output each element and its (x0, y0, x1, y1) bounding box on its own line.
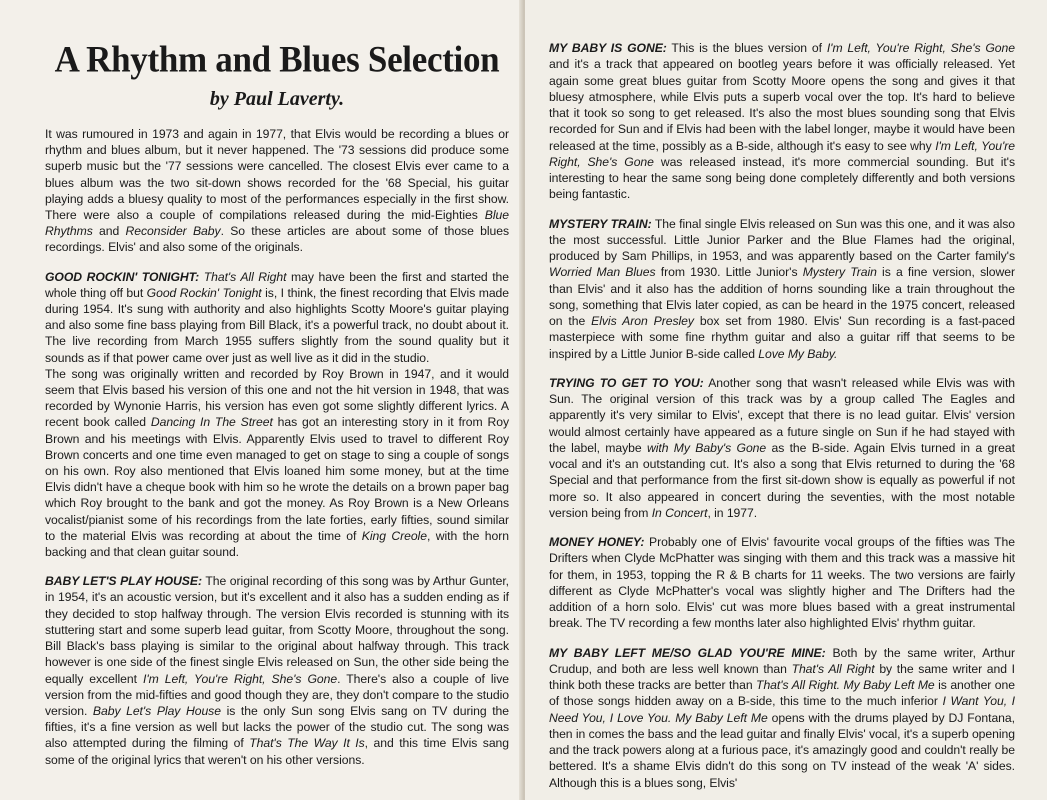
article-paragraph (549, 534, 1015, 632)
italic-title: King Creole (361, 528, 427, 543)
body-text: The song was originally written and recorded by Roy Brown in 1947, and it would seem that Elvis based his version of this one and not the hit version in 1948, that was recorded by Wynonie Harris, his version has even got some slightly different lyrics. A recent book called (45, 366, 509, 430)
italic-title: with My Baby's Gone (646, 440, 767, 455)
section-heading: MY BABY LEFT ME/SO GLAD YOU'RE MINE: (549, 645, 826, 660)
body-text: , in 1977. (707, 505, 758, 520)
article-paragraph (549, 40, 1015, 203)
italic-title: Love My Baby. (758, 346, 838, 361)
article-paragraph (45, 269, 509, 366)
body-text: , with the horn backing and that clean guitar sound. (45, 528, 509, 560)
article-paragraph (549, 375, 1015, 521)
body-text: Probably one of Elvis' favourite vocal groups of the fifties was The Drifters when Clyde McPhatter was singing with them and this track was a massive hit for them, in 1953, topping the R & B charts for 11 weeks. The two versions are fairly different as Clyde McPhatter's vocal was slightly higher and The Drifters had the addition of a horn solo. Elvis' cut was more blues based with a great instrumental break. The TV recording a few months later also highlighted Elvis' rhythm guitar. (549, 535, 1016, 631)
article-paragraph (549, 216, 1015, 362)
article-paragraph (549, 645, 1015, 791)
italic-title: Elvis Aron Presley (591, 314, 694, 328)
italic-title: Good Rockin' Tonight (146, 285, 262, 300)
italic-title: Dancing In The Street (150, 415, 273, 430)
italic-title: Mystery Train (802, 265, 877, 280)
italic-title: I'm Left, You're Right, She's Gone (143, 671, 338, 686)
section-heading: MY BABY IS GONE: (549, 41, 667, 55)
article-title: A Rhythm and Blues Selection (54, 39, 500, 80)
italic-title: That's All Right. (756, 678, 841, 692)
body-text: , and this time Elvis sang some of the original lyrics that weren't on his other versions. (45, 736, 510, 767)
italic-title: That's All Right (203, 269, 287, 284)
body-text: has got an interesting story in it from Roy Brown and his meetings with Elvis. Apparently Elvis used to travel to different Roy Brown concerts and one time even managed to get on stage to sing a couple of songs on his own. Roy also mentioned that Elvis loaned him some money, but at the time Elvis didn't have a cheque book with him so he wrote the details on a brown paper bag which Roy brought to the bank and got the money. As Roy Brown is a New Orleans vocalist/pianist some of his recordings from the late forties, early fifties, sound similar to the material Elvis was recording at about the time of (45, 415, 509, 543)
right-column (549, 40, 1015, 791)
italic-title: I'm Left, You're Right, She's Gone (826, 41, 1015, 55)
body-text: is another one of those songs hidden away on a B-side, this time to the much inferior (549, 678, 1015, 709)
body-text: box set from 1980. Elvis' Sun recording is a fast-paced masterpiece with some fine rhythm guitar and also a guitar riff that seems to be inspired by a Little Junior B-side called (549, 314, 1015, 361)
body-text: This is the blues version of (666, 41, 827, 55)
italic-title: I Want You, I Need You, I Love You. (549, 694, 1015, 725)
body-text: . So these articles are about some of those blues recordings. Elvis' and also some of the originals. (45, 224, 510, 255)
body-text: It was rumoured in 1973 and again in 1977, that Elvis would be recording a blues or rhythm and blues album, but it never happened. The '73 sessions did produce some superb music but the '77 sessions were cancelled. The closest Elvis ever came to a blues album was the two sit-down shows recorded for the '68 Special, his guitar playing adds a bluesy quality to most of the performances especially in the first show. There were also a couple of compilations released during the mid-Eighties (45, 127, 509, 223)
body-text: is a fine version, slower than Elvis' and it also has the addition of horns sounding like a train throughout the song, something that Elvis later copied, as can be heard in the 1975 concert, released on the (549, 265, 1015, 328)
italic-title: I'm Left, You're Right, She's Gone (549, 138, 1015, 169)
section-heading: TRYING TO GET TO YOU: (549, 375, 704, 390)
body-text: The original recording of this song was by Arthur Gunter, in 1954, it's an acoustic version, but it's excellent and it also has a sudden ending as if they decided to stop halfway through. The version Elvis recorded is stunning with its stuttering start and some superb lead guitar, from Scotty Moore, throughout the song. Bill Black's bass playing is similar to the original about halfway through. This track however is one side of the finest single Elvis released on Sun, the other side being the equally excellent (45, 574, 510, 686)
section-heading: MYSTERY TRAIN: (549, 216, 652, 231)
body-text: was released instead, it's more commercial sounding. But it's interesting to hear the same song being done completely differently and both versions being fantastic. (549, 154, 1016, 202)
article-paragraph (45, 126, 509, 256)
italic-title: My Baby Left Me (843, 678, 935, 692)
italic-title: Reconsider Baby (125, 224, 221, 239)
italic-title: Baby Let's Play House (92, 703, 221, 718)
italic-title: My Baby Left Me (675, 710, 768, 725)
body-text: from 1930. Little Junior's (655, 265, 803, 280)
body-text: is the only Sun song Elvis sang on TV during the fifties, it's a fine version as well but lacks the power of the studio cut. The song was also attempted during the filming of (45, 703, 509, 751)
body-text: . There's also a couple of live version from the mid-fifties and good though they are, they don't compare to the studio version. (45, 671, 509, 718)
section-heading: BABY LET'S PLAY HOUSE: (45, 574, 202, 589)
left-column (45, 126, 509, 768)
body-text: and (92, 224, 126, 239)
body-text: and it's a track that appeared on bootleg years before it was officially released. Yet again some great blues guitar from Scotty Moore opens the song and gives it that bluesy atmosphere, while Elvis puts a superb vocal over the top. It's hard to believe that it took so song to get released. It's also the most blues sounding song that Elvis recorded for Sun and if Elvis had been with the label longer, maybe it would have been released at the time, possibly as a B-side, although it's easy to see why (549, 57, 1015, 153)
right-page (525, 0, 1047, 800)
italic-title: Worried Man Blues (549, 265, 656, 280)
body-text: by the same writer and I think both these tracks are better than (549, 661, 1016, 692)
body-text: as the B-side. Again Elvis turned in a great vocal and it's an outstanding cut. It's also a song that Elvis returned to during the '68 Special and that performance from the first sit-down show is equally as powerful if not more so. It also appeared in concert during the seventies, with the most notable version being from (549, 440, 1015, 520)
italic-title: Blue Rhythms (45, 208, 509, 239)
section-heading: GOOD ROCKIN' TONIGHT: (45, 269, 200, 284)
body-text: Both by the same writer, Arthur Crudup, and both are less well known than (549, 645, 1015, 676)
body-text: The final single Elvis released on Sun was this one, and it was also the most successful. Little Junior Parker and the Blue Flames had the original, produced by Sam Phillips, in 1953, and was apparently based on the Carter family's (549, 216, 1015, 263)
body-text: Another song that wasn't released while Elvis was with Sun. The original version of this track was by a group called The Eagles and apparently it's very similar to Elvis', except that there is no lead guitar. Elvis' version would almost certainly have appeared as a future single on Sun if he had stayed with the label, maybe (549, 375, 1016, 455)
body-text: is, I think, the finest recording that Elvis made during 1954. It's sung with authority and also highlights Scotty Moore's guitar playing and also some fine bass playing from Bill Black, it's a powerful track, no doubt about it. The live recording from March 1955 suffers slightly from the sound quality but it sounds as if that power came over just as well live as it did in the studio. (45, 285, 510, 365)
section-heading: MONEY HONEY: (549, 535, 645, 549)
body-text: may have been the first and started the whole thing off but (45, 269, 509, 300)
italic-title: In Concert (651, 505, 708, 520)
article-paragraph (45, 366, 509, 560)
body-text: opens with the drums played by DJ Fontana, then in comes the bass and the lead guitar and finally Elvis' vocal, it's a superb opening and the track powers along at a furious pace, it's amazingly good and couldn't really be bettered. It's a shame Elvis didn't do this song on TV instead of the weak 'A' sides. Although this is a blues song, Elvis' (549, 710, 1015, 790)
italic-title: That's All Right (791, 661, 875, 676)
left-page (0, 0, 523, 800)
italic-title: That's The Way It Is (249, 736, 365, 751)
article-byline: by Paul Laverty. (209, 88, 345, 110)
article-paragraph (45, 573, 509, 767)
